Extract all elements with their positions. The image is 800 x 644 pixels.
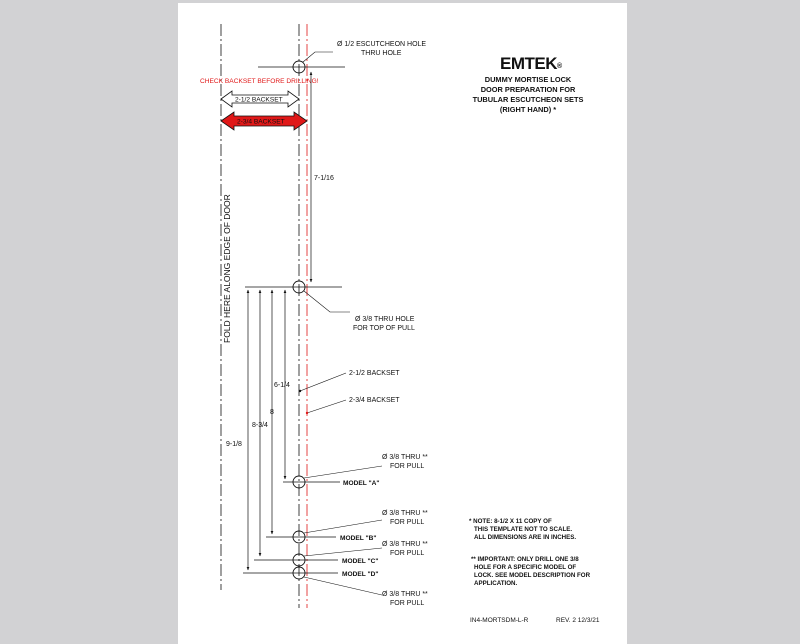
backset-2-3-4-label: 2-3/4 BACKSET	[349, 397, 400, 404]
model-c-label: MODEL "C"	[342, 558, 379, 565]
brand-logo: EMTEK®	[500, 54, 562, 73]
model-b-pull-label-line2: FOR PULL	[390, 519, 425, 526]
check-backset-warning: CHECK BACKSET BEFORE DRILLING!	[200, 78, 319, 85]
escutcheon-label-line1: Ø 1/2 ESCUTCHEON HOLE	[337, 41, 427, 48]
top-pull-leader	[304, 291, 350, 312]
note2-line2: HOLE FOR A SPECIFIC MODEL OF	[474, 564, 577, 571]
dimension-8: 8	[270, 409, 274, 416]
model-c-pull-label-line2: FOR PULL	[390, 550, 425, 557]
dimension-9-1-8: 9-1/8	[226, 441, 242, 448]
note2-line4: APPLICATION.	[474, 580, 518, 587]
backset-2-3-4-leader	[307, 400, 346, 413]
model-a-pull-label-line2: FOR PULL	[390, 463, 425, 470]
note2-line1: ** IMPORTANT: ONLY DRILL ONE 3/8	[471, 556, 579, 563]
model-a-pull-label-line1: Ø 3/8 THRU **	[382, 454, 428, 461]
dimension-8-3-4: 8-3/4	[252, 422, 268, 429]
backset-2-1-2-label: 2-1/2 BACKSET	[349, 370, 400, 377]
backset-2-3-4-arrow-label: 2-3/4 BACKSET	[237, 118, 285, 126]
model-d-label: MODEL "D"	[342, 571, 379, 578]
model-d-pull-label-line1: Ø 3/8 THRU **	[382, 591, 428, 598]
title-line2: DOOR PREPARATION FOR	[480, 85, 576, 94]
footer-revision: REV. 2 12/3/21	[556, 617, 600, 624]
note1-line2: THIS TEMPLATE NOT TO SCALE.	[474, 526, 573, 533]
fold-text: FOLD HERE ALONG EDGE OF DOOR	[222, 194, 232, 343]
top-pull-label-line2: FOR TOP OF PULL	[353, 325, 415, 332]
title-line3: TUBULAR ESCUTCHEON SETS	[472, 95, 584, 104]
note1-line3: ALL DIMENSIONS ARE IN INCHES.	[474, 534, 577, 541]
dimension-6-1-4: 6-1/4	[274, 382, 290, 389]
note2-line3: LOCK. SEE MODEL DESCRIPTION FOR	[474, 572, 591, 579]
top-pull-label-line1: Ø 3/8 THRU HOLE	[355, 316, 415, 323]
model-c-pull-label-line1: Ø 3/8 THRU **	[382, 541, 428, 548]
model-d-pull-label-line2: FOR PULL	[390, 600, 425, 607]
model-a-label: MODEL "A"	[343, 480, 380, 487]
title-line4: (RIGHT HAND) *	[499, 105, 557, 114]
escutcheon-leader	[303, 52, 333, 62]
model-b-label: MODEL "B"	[340, 535, 377, 542]
escutcheon-label-line2: THRU HOLE	[361, 50, 402, 57]
dimension-7-1-16: 7-1/16	[314, 175, 334, 182]
note1-line1: * NOTE: 8-1/2 X 11 COPY OF	[469, 518, 552, 525]
title-line1: DUMMY MORTISE LOCK	[484, 75, 572, 84]
backset-2-1-2-arrow-label: 2-1/2 BACKSET	[235, 96, 283, 104]
footer-code: IN4-MORTSDM-L-R	[470, 617, 529, 624]
model-b-pull-label-line1: Ø 3/8 THRU **	[382, 510, 428, 517]
